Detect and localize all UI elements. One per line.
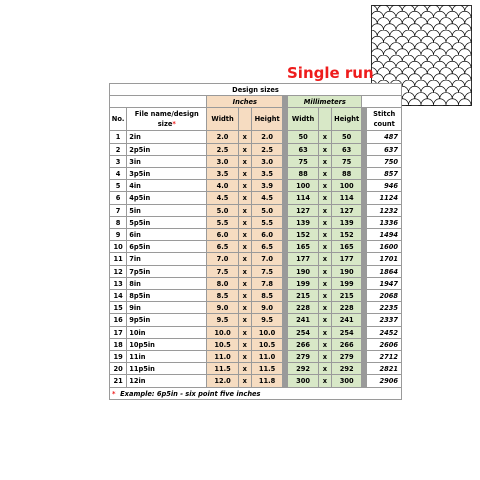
row-file-name: 2in — [127, 131, 206, 142]
table-caption: Design sizes — [110, 84, 401, 95]
row-gap — [283, 156, 287, 167]
col-file-header: File name/design size* — [127, 108, 206, 130]
row-mm-height: 199 — [332, 278, 361, 289]
row-inches-width: 2.0 — [207, 131, 237, 142]
row-mm-sep: x — [319, 144, 331, 155]
row-stitch-count: 1124 — [367, 192, 401, 203]
row-gap — [283, 205, 287, 216]
row-mm-sep: x — [319, 314, 331, 325]
row-mm-width: 63 — [288, 144, 317, 155]
table-row — [110, 144, 401, 155]
row-gap — [283, 278, 287, 289]
row-mm-sep: x — [319, 363, 331, 374]
row-number: 1 — [110, 131, 126, 142]
row-mm-width: 228 — [288, 302, 317, 313]
row-file-name: 8p5in — [127, 290, 206, 301]
row-inches-height: 5.5 — [252, 217, 282, 228]
row-mm-width: 177 — [288, 253, 317, 264]
row-mm-height: 50 — [332, 131, 361, 142]
row-mm-width: 266 — [288, 339, 317, 350]
row-file-name: 6in — [127, 229, 206, 240]
row-file-name: 5p5in — [127, 217, 206, 228]
table-row — [110, 351, 401, 362]
row-inches-height: 9.5 — [252, 314, 282, 325]
table-row — [110, 327, 401, 338]
row-gap — [283, 351, 287, 362]
row-gap — [362, 339, 366, 350]
table-row — [110, 241, 401, 252]
table-row — [110, 339, 401, 350]
design-sizes-table-wrap — [109, 83, 402, 400]
row-file-name: 4p5in — [127, 192, 206, 203]
row-number: 9 — [110, 229, 126, 240]
row-file-name: 3in — [127, 156, 206, 167]
row-mm-sep: x — [319, 278, 331, 289]
row-gap — [362, 266, 366, 277]
row-mm-sep: x — [319, 156, 331, 167]
row-gap — [362, 168, 366, 179]
row-inches-width: 5.0 — [207, 205, 237, 216]
footnote: * Example: 6p5in - six point five inches — [110, 388, 401, 399]
row-gap — [362, 217, 366, 228]
row-gap — [362, 314, 366, 325]
row-mm-height: 300 — [332, 375, 361, 386]
row-mm-width: 114 — [288, 192, 317, 203]
row-inches-width: 8.0 — [207, 278, 237, 289]
page-title: Single run — [287, 64, 374, 82]
row-gap — [283, 290, 287, 301]
row-mm-width: 241 — [288, 314, 317, 325]
table-row — [110, 229, 401, 240]
row-mm-width: 215 — [288, 290, 317, 301]
table-row — [110, 168, 401, 179]
row-number: 5 — [110, 180, 126, 191]
row-gap — [362, 375, 366, 386]
row-mm-width: 300 — [288, 375, 317, 386]
row-inches-height: 3.0 — [252, 156, 282, 167]
row-file-name: 4in — [127, 180, 206, 191]
row-mm-width: 100 — [288, 180, 317, 191]
row-inches-sep: x — [239, 131, 251, 142]
row-stitch-count: 2452 — [367, 327, 401, 338]
row-gap — [362, 229, 366, 240]
row-inches-width: 5.5 — [207, 217, 237, 228]
row-gap — [362, 156, 366, 167]
row-inches-height: 3.9 — [252, 180, 282, 191]
row-stitch-count: 2337 — [367, 314, 401, 325]
row-inches-sep: x — [239, 363, 251, 374]
row-mm-sep: x — [319, 290, 331, 301]
row-number: 20 — [110, 363, 126, 374]
table-row — [110, 217, 401, 228]
row-stitch-count: 2712 — [367, 351, 401, 362]
row-mm-height: 114 — [332, 192, 361, 203]
row-gap — [283, 180, 287, 191]
row-gap — [362, 351, 366, 362]
row-number: 6 — [110, 192, 126, 203]
row-gap — [283, 363, 287, 374]
row-inches-height: 7.5 — [252, 266, 282, 277]
row-file-name: 2p5in — [127, 144, 206, 155]
row-mm-width: 152 — [288, 229, 317, 240]
inches-group-header: Inches — [207, 96, 282, 107]
row-number: 17 — [110, 327, 126, 338]
inches-width-header: Width — [207, 108, 237, 130]
row-mm-height: 165 — [332, 241, 361, 252]
row-stitch-count: 1701 — [367, 253, 401, 264]
row-stitch-count: 1947 — [367, 278, 401, 289]
row-inches-height: 7.8 — [252, 278, 282, 289]
row-inches-width: 4.0 — [207, 180, 237, 191]
row-file-name: 10p5in — [127, 339, 206, 350]
row-mm-sep: x — [319, 168, 331, 179]
stitch-count-header: Stitch count — [367, 108, 401, 130]
row-inches-sep: x — [239, 217, 251, 228]
row-file-name: 3p5in — [127, 168, 206, 179]
row-stitch-count: 1864 — [367, 266, 401, 277]
design-sizes-table — [109, 83, 402, 400]
row-mm-sep: x — [319, 327, 331, 338]
row-mm-height: 100 — [332, 180, 361, 191]
row-stitch-count: 1600 — [367, 241, 401, 252]
row-inches-sep: x — [239, 144, 251, 155]
row-mm-sep: x — [319, 339, 331, 350]
table-row — [110, 205, 401, 216]
row-inches-width: 10.0 — [207, 327, 237, 338]
row-gap — [283, 131, 287, 142]
row-inches-sep: x — [239, 339, 251, 350]
row-inches-height: 11.0 — [252, 351, 282, 362]
row-inches-height: 11.8 — [252, 375, 282, 386]
row-inches-width: 12.0 — [207, 375, 237, 386]
row-mm-width: 75 — [288, 156, 317, 167]
row-inches-height: 8.5 — [252, 290, 282, 301]
row-stitch-count: 487 — [367, 131, 401, 142]
row-gap — [362, 363, 366, 374]
row-inches-sep: x — [239, 168, 251, 179]
row-mm-sep: x — [319, 375, 331, 386]
row-inches-sep: x — [239, 156, 251, 167]
row-gap — [283, 229, 287, 240]
row-mm-height: 88 — [332, 168, 361, 179]
row-mm-width: 292 — [288, 363, 317, 374]
row-number: 21 — [110, 375, 126, 386]
row-file-name: 7p5in — [127, 266, 206, 277]
row-inches-sep: x — [239, 180, 251, 191]
row-mm-width: 88 — [288, 168, 317, 179]
row-inches-width: 4.5 — [207, 192, 237, 203]
row-inches-width: 8.5 — [207, 290, 237, 301]
row-mm-height: 152 — [332, 229, 361, 240]
row-mm-height: 266 — [332, 339, 361, 350]
row-number: 12 — [110, 266, 126, 277]
row-number: 15 — [110, 302, 126, 313]
row-stitch-count: 1232 — [367, 205, 401, 216]
row-inches-sep: x — [239, 241, 251, 252]
row-inches-sep: x — [239, 192, 251, 203]
row-mm-width: 199 — [288, 278, 317, 289]
table-row — [110, 314, 401, 325]
row-inches-width: 11.0 — [207, 351, 237, 362]
row-mm-sep: x — [319, 266, 331, 277]
row-inches-width: 9.5 — [207, 314, 237, 325]
row-inches-sep: x — [239, 229, 251, 240]
col-no-header: No. — [110, 108, 126, 130]
row-stitch-count: 857 — [367, 168, 401, 179]
row-inches-height: 3.5 — [252, 168, 282, 179]
row-mm-sep: x — [319, 253, 331, 264]
row-mm-height: 228 — [332, 302, 361, 313]
table-row — [110, 302, 401, 313]
row-stitch-count: 2906 — [367, 375, 401, 386]
row-mm-sep: x — [319, 241, 331, 252]
row-inches-sep: x — [239, 266, 251, 277]
row-inches-height: 11.5 — [252, 363, 282, 374]
row-gap — [283, 241, 287, 252]
row-stitch-count: 1494 — [367, 229, 401, 240]
row-mm-height: 177 — [332, 253, 361, 264]
row-number: 14 — [110, 290, 126, 301]
row-inches-width: 7.5 — [207, 266, 237, 277]
row-inches-sep: x — [239, 375, 251, 386]
row-gap — [283, 168, 287, 179]
row-gap — [362, 302, 366, 313]
row-mm-height: 139 — [332, 217, 361, 228]
row-inches-width: 3.0 — [207, 156, 237, 167]
row-mm-sep: x — [319, 131, 331, 142]
row-inches-sep: x — [239, 302, 251, 313]
row-number: 16 — [110, 314, 126, 325]
row-stitch-count: 637 — [367, 144, 401, 155]
row-gap — [362, 290, 366, 301]
table-row — [110, 253, 401, 264]
row-mm-sep: x — [319, 205, 331, 216]
row-mm-height: 127 — [332, 205, 361, 216]
row-stitch-count: 946 — [367, 180, 401, 191]
row-inches-sep: x — [239, 205, 251, 216]
row-number: 7 — [110, 205, 126, 216]
row-inches-width: 3.5 — [207, 168, 237, 179]
table-row — [110, 180, 401, 191]
row-mm-sep: x — [319, 217, 331, 228]
row-file-name: 5in — [127, 205, 206, 216]
row-inches-height: 10.0 — [252, 327, 282, 338]
row-mm-width: 127 — [288, 205, 317, 216]
row-file-name: 10in — [127, 327, 206, 338]
row-file-name: 8in — [127, 278, 206, 289]
row-mm-width: 139 — [288, 217, 317, 228]
row-gap — [362, 241, 366, 252]
row-gap — [283, 327, 287, 338]
mm-height-header: Height — [332, 108, 361, 130]
row-inches-width: 10.5 — [207, 339, 237, 350]
row-inches-height: 6.0 — [252, 229, 282, 240]
table-row — [110, 363, 401, 374]
table-row — [110, 266, 401, 277]
row-file-name: 12in — [127, 375, 206, 386]
inches-height-header: Height — [252, 108, 282, 130]
row-gap — [283, 375, 287, 386]
row-file-name: 9p5in — [127, 314, 206, 325]
row-inches-height: 6.5 — [252, 241, 282, 252]
row-number: 3 — [110, 156, 126, 167]
row-mm-height: 254 — [332, 327, 361, 338]
row-inches-width: 6.0 — [207, 229, 237, 240]
row-gap — [283, 339, 287, 350]
row-number: 11 — [110, 253, 126, 264]
row-mm-width: 165 — [288, 241, 317, 252]
row-mm-sep: x — [319, 302, 331, 313]
row-mm-sep: x — [319, 229, 331, 240]
row-inches-sep: x — [239, 314, 251, 325]
row-file-name: 9in — [127, 302, 206, 313]
row-number: 8 — [110, 217, 126, 228]
row-mm-height: 63 — [332, 144, 361, 155]
row-gap — [283, 192, 287, 203]
row-number: 4 — [110, 168, 126, 179]
row-inches-sep: x — [239, 253, 251, 264]
row-mm-width: 279 — [288, 351, 317, 362]
row-stitch-count: 2606 — [367, 339, 401, 350]
row-gap — [283, 217, 287, 228]
row-gap — [362, 180, 366, 191]
row-mm-height: 279 — [332, 351, 361, 362]
row-inches-sep: x — [239, 278, 251, 289]
row-gap — [283, 266, 287, 277]
row-gap — [362, 192, 366, 203]
row-inches-width: 6.5 — [207, 241, 237, 252]
row-gap — [283, 302, 287, 313]
row-inches-height: 2.0 — [252, 131, 282, 142]
row-mm-sep: x — [319, 351, 331, 362]
row-inches-width: 11.5 — [207, 363, 237, 374]
row-stitch-count: 2821 — [367, 363, 401, 374]
row-gap — [362, 205, 366, 216]
table-row — [110, 156, 401, 167]
row-inches-height: 9.0 — [252, 302, 282, 313]
row-mm-sep: x — [319, 180, 331, 191]
row-number: 2 — [110, 144, 126, 155]
row-mm-height: 215 — [332, 290, 361, 301]
row-number: 13 — [110, 278, 126, 289]
row-inches-height: 10.5 — [252, 339, 282, 350]
row-gap — [283, 253, 287, 264]
row-number: 19 — [110, 351, 126, 362]
row-gap — [362, 131, 366, 142]
row-stitch-count: 1336 — [367, 217, 401, 228]
row-mm-width: 190 — [288, 266, 317, 277]
row-stitch-count: 2235 — [367, 302, 401, 313]
row-stitch-count: 750 — [367, 156, 401, 167]
row-inches-sep: x — [239, 351, 251, 362]
row-file-name: 7in — [127, 253, 206, 264]
row-mm-sep: x — [319, 192, 331, 203]
row-number: 18 — [110, 339, 126, 350]
table-row — [110, 192, 401, 203]
row-inches-height: 2.5 — [252, 144, 282, 155]
row-inches-width: 2.5 — [207, 144, 237, 155]
table-row — [110, 131, 401, 142]
row-gap — [283, 144, 287, 155]
row-gap — [362, 144, 366, 155]
row-inches-width: 7.0 — [207, 253, 237, 264]
row-number: 10 — [110, 241, 126, 252]
row-file-name: 11in — [127, 351, 206, 362]
mm-width-header: Width — [288, 108, 317, 130]
table-row — [110, 278, 401, 289]
row-file-name: 6p5in — [127, 241, 206, 252]
table-row — [110, 290, 401, 301]
row-stitch-count: 2068 — [367, 290, 401, 301]
row-mm-height: 75 — [332, 156, 361, 167]
row-inches-sep: x — [239, 327, 251, 338]
row-mm-height: 241 — [332, 314, 361, 325]
row-inches-height: 7.0 — [252, 253, 282, 264]
row-inches-width: 9.0 — [207, 302, 237, 313]
table-row — [110, 375, 401, 386]
row-gap — [362, 253, 366, 264]
row-file-name: 11p5in — [127, 363, 206, 374]
row-gap — [362, 278, 366, 289]
row-mm-width: 254 — [288, 327, 317, 338]
row-mm-height: 292 — [332, 363, 361, 374]
row-inches-height: 5.0 — [252, 205, 282, 216]
row-gap — [362, 327, 366, 338]
mm-group-header: Millimeters — [288, 96, 361, 107]
row-gap — [283, 314, 287, 325]
row-inches-height: 4.5 — [252, 192, 282, 203]
row-mm-height: 190 — [332, 266, 361, 277]
row-mm-width: 50 — [288, 131, 317, 142]
row-inches-sep: x — [239, 290, 251, 301]
